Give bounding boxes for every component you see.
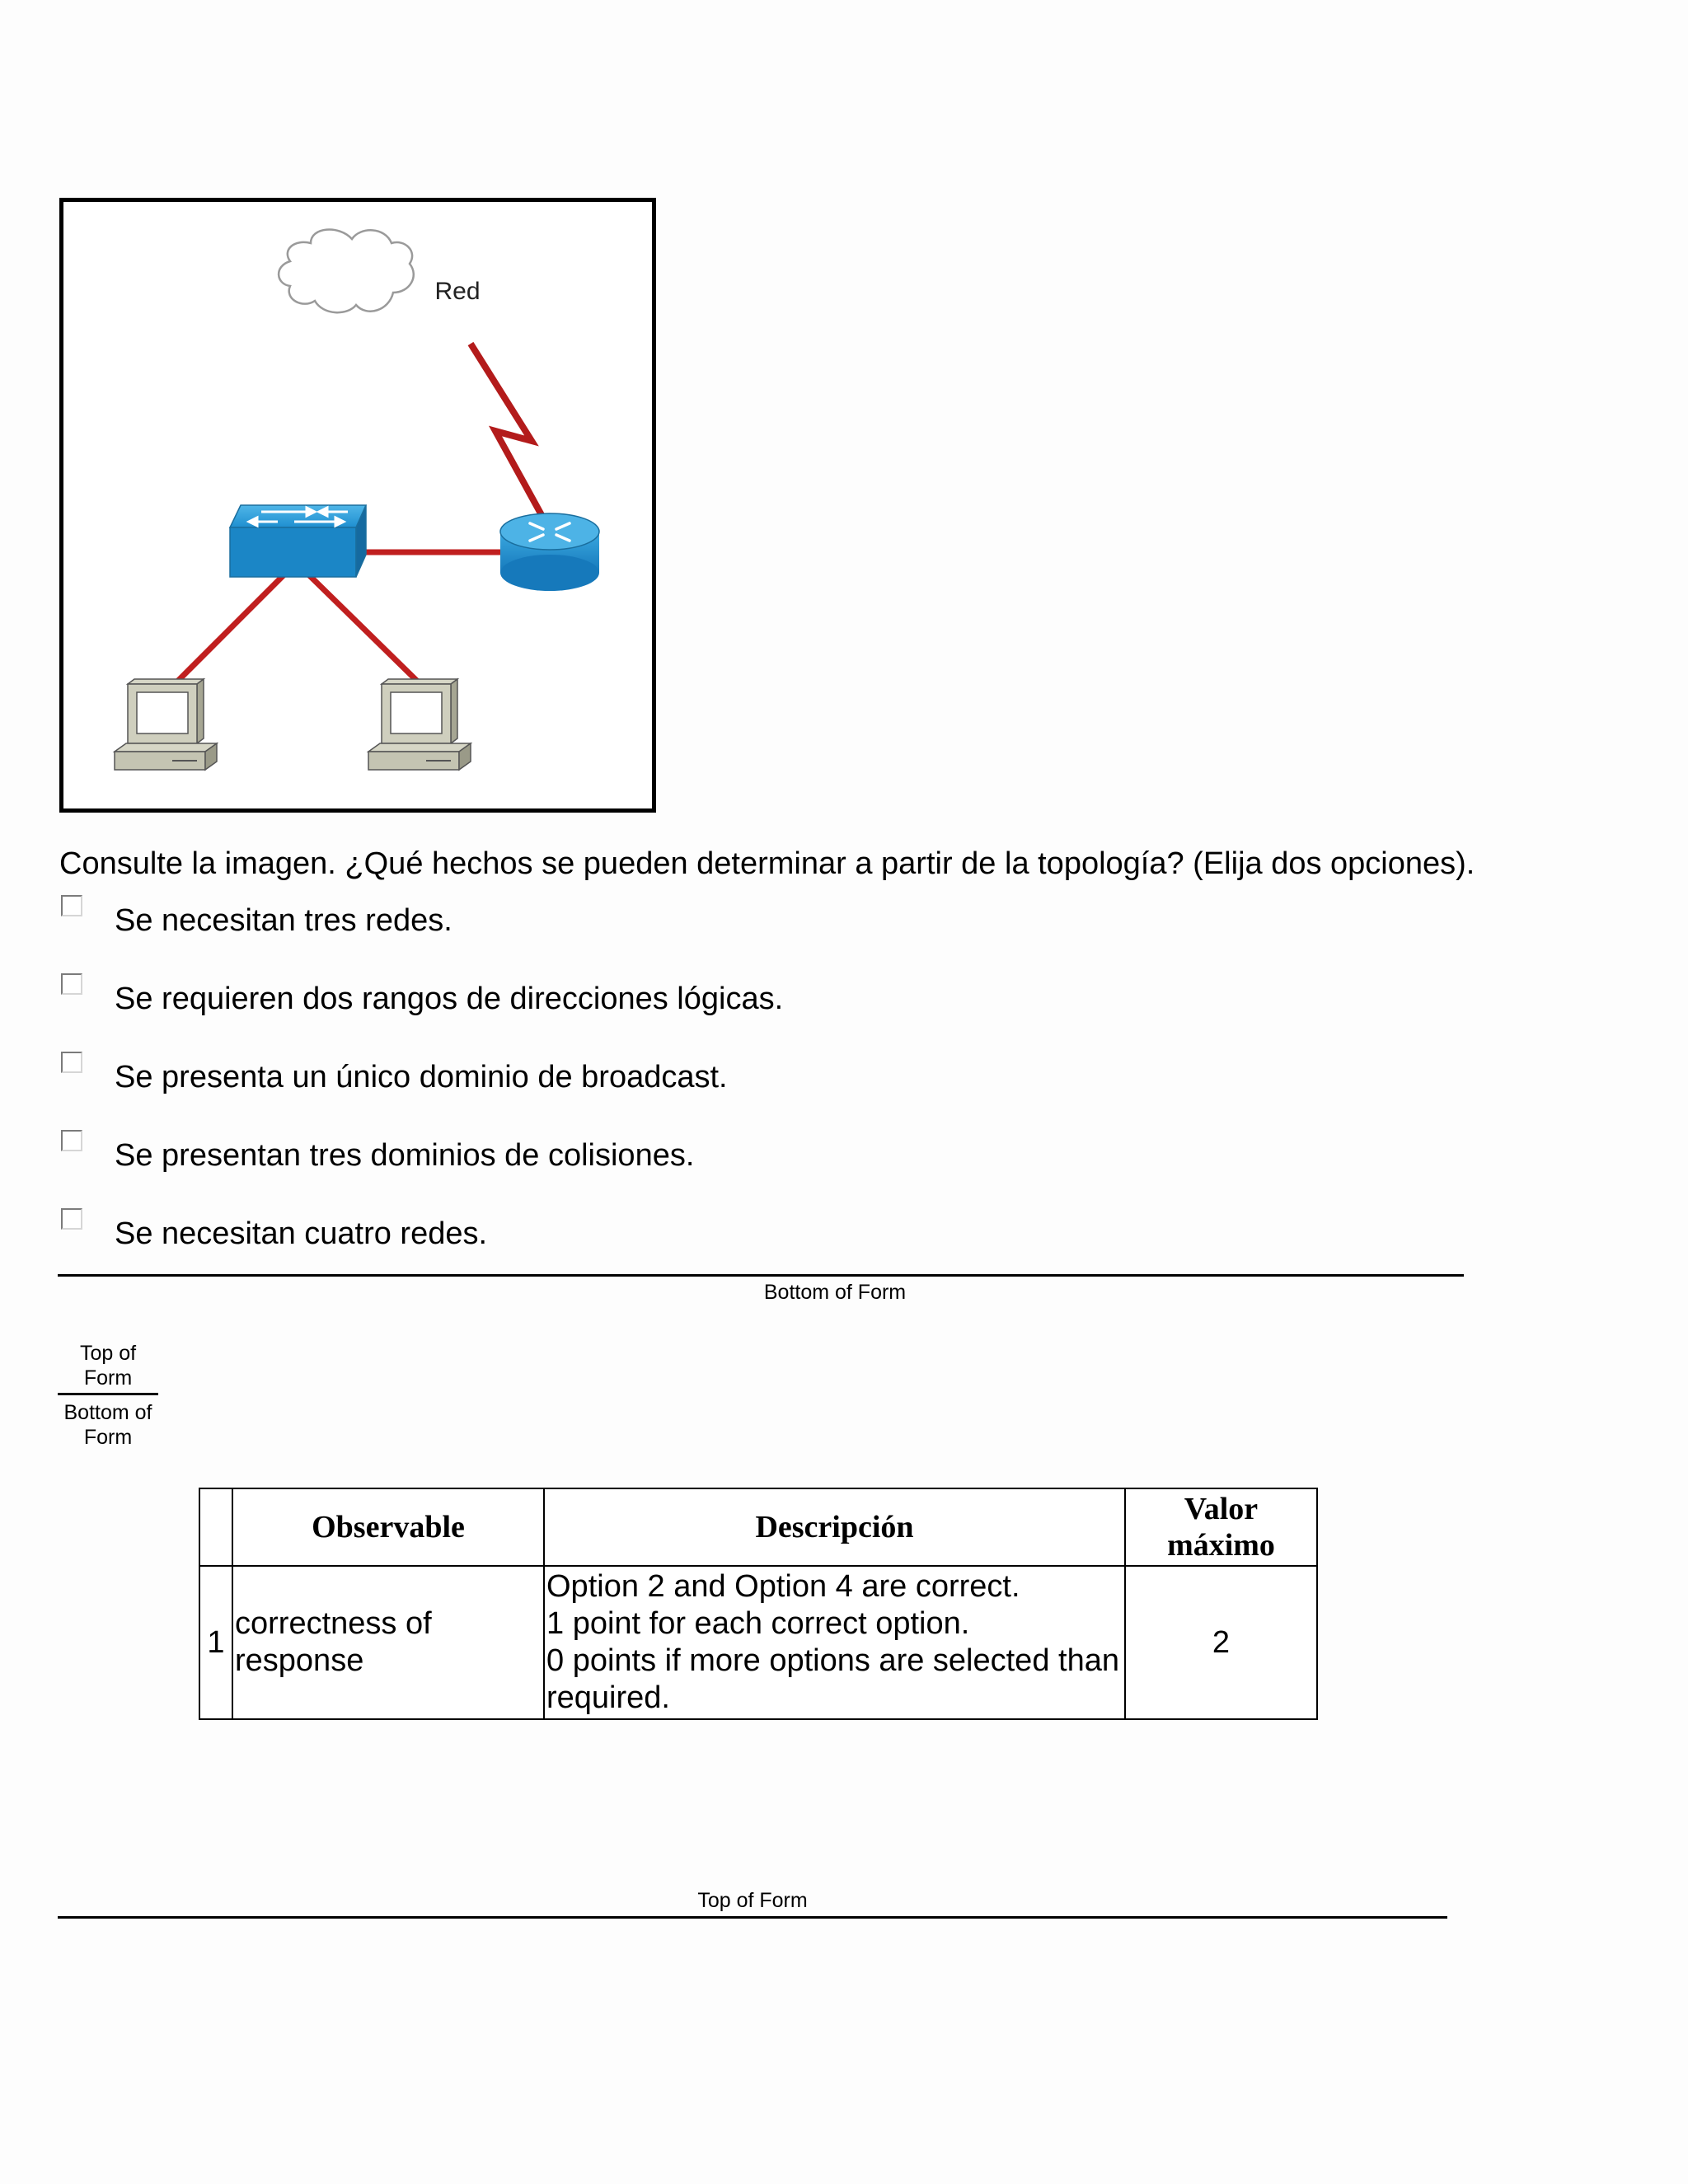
description-line: 1 point for each correct option. <box>546 1606 970 1641</box>
option-1-checkbox[interactable] <box>61 895 82 916</box>
pc-icon <box>115 679 217 770</box>
row-number: 1 <box>199 1566 232 1719</box>
topology-diagram <box>63 202 652 808</box>
cloud-icon <box>279 230 414 313</box>
row-observable: correctness of response <box>232 1566 544 1719</box>
pc-icon <box>368 679 471 770</box>
row-max-value: 2 <box>1125 1566 1317 1719</box>
header-number <box>199 1488 232 1566</box>
form-divider <box>58 1393 158 1395</box>
switch-icon <box>230 505 366 577</box>
option-1-label: Se necesitan tres redes. <box>115 903 452 938</box>
option-2-checkbox[interactable] <box>61 973 82 995</box>
top-of-form-label: Top of Form <box>697 1889 808 1912</box>
question-text: Consulte la imagen. ¿Qué hechos se pueden determinar a partir de la topología? (Elija dos opciones). <box>59 846 1475 881</box>
form-divider <box>58 1274 1464 1277</box>
option-4-checkbox[interactable] <box>61 1130 82 1151</box>
cloud-label: Red <box>434 278 481 305</box>
bottom-of-form-label: Bottom of Form <box>763 1281 907 1304</box>
header-description: Descripción <box>544 1488 1125 1566</box>
ethernet-link-switch-pc1 <box>171 569 290 688</box>
ethernet-link-switch-pc2 <box>302 569 424 688</box>
header-max-value: Valor máximo <box>1125 1488 1317 1566</box>
option-3-checkbox[interactable] <box>61 1052 82 1073</box>
topology-figure <box>59 198 656 813</box>
table-header-row <box>199 1488 1317 1566</box>
form-divider <box>58 1916 1447 1919</box>
serial-link <box>471 344 550 530</box>
rubric-table <box>199 1488 1318 1720</box>
option-5-label: Se necesitan cuatro redes. <box>115 1216 488 1251</box>
option-5-checkbox[interactable] <box>61 1208 82 1230</box>
bottom-of-form-label: Bottom of Form <box>63 1401 152 1449</box>
header-observable: Observable <box>232 1488 544 1566</box>
router-icon <box>500 513 599 591</box>
top-of-form-label: Top of Form <box>79 1342 137 1390</box>
option-2-label: Se requieren dos rangos de direcciones lógicas. <box>115 982 784 1016</box>
description-line: 0 points if more options are selected than required. <box>546 1643 1119 1715</box>
description-line: Option 2 and Option 4 are correct. <box>546 1569 1020 1604</box>
option-3-label: Se presenta un único dominio de broadcast. <box>115 1060 728 1094</box>
option-4-label: Se presentan tres dominios de colisiones. <box>115 1138 695 1173</box>
table-row <box>199 1566 1317 1719</box>
row-description <box>544 1566 1125 1719</box>
